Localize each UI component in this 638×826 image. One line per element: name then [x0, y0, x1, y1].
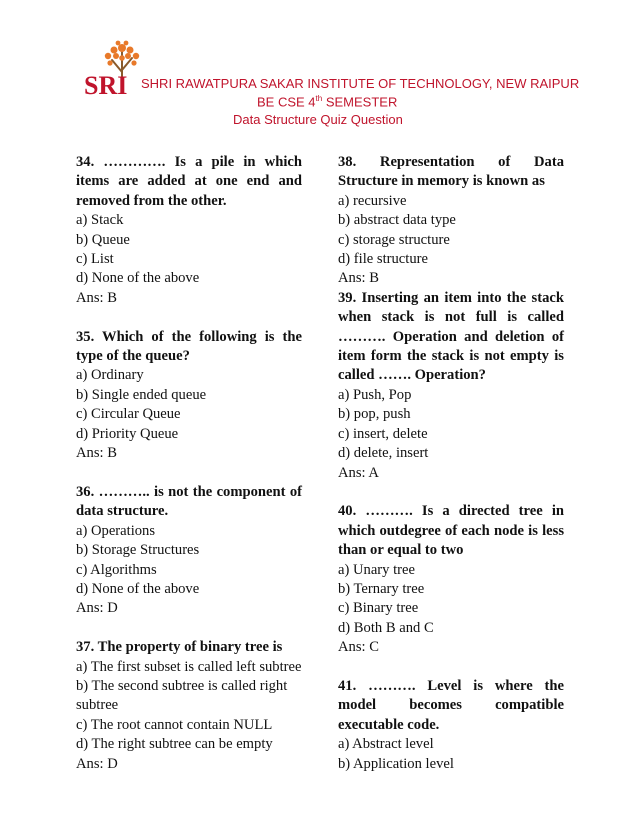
option-c: c) List	[76, 251, 114, 268]
option-b: b) pop, push	[338, 406, 411, 423]
option-d: d) delete, insert	[338, 445, 429, 462]
option-d: d) file structure	[338, 251, 428, 268]
option-b: b) The second subtree is called right subtree	[76, 677, 288, 714]
question-text: 41. ………. Level is where the model becomes compatible executable code.	[338, 677, 564, 733]
question-text: 36. ……….. is not the component of data structure.	[76, 483, 302, 520]
option-a: a) Ordinary	[76, 367, 144, 384]
institute-name: SHRI RAWATPURA SAKAR INSTITUTE OF TECHNOLOGY, NEW RAIPUR	[141, 76, 580, 91]
option-d: d) Both B and C	[338, 619, 434, 636]
option-c: c) storage structure	[338, 231, 450, 248]
option-b: b) Single ended queue	[76, 386, 207, 403]
question-41	[338, 677, 564, 774]
option-c: c) The root cannot contain NULL	[76, 716, 273, 733]
question-text: 38. Representation of Data Structure in memory is known as	[338, 154, 564, 190]
option-a: a) Push, Pop	[338, 386, 412, 403]
answer: Ans: C	[338, 639, 379, 656]
option-d: d) None of the above	[76, 580, 200, 597]
option-a: a) Unary tree	[338, 561, 415, 578]
option-a: a) The first subset is called left subtree	[76, 658, 302, 675]
answer: Ans: A	[338, 464, 379, 481]
option-c: c) Circular Queue	[76, 406, 181, 423]
option-b: b) Storage Structures	[76, 542, 200, 559]
question-text: 40. ………. Is a directed tree in which outdegree of each node is less than or equal to two	[338, 503, 564, 559]
option-a: a) Abstract level	[338, 736, 434, 753]
option-b: b) Application level	[338, 755, 454, 772]
option-c: c) Algorithms	[76, 561, 157, 578]
answer: Ans: B	[76, 445, 117, 462]
option-a: a) Operations	[76, 522, 156, 539]
question-35	[76, 328, 302, 464]
option-b: b) Ternary tree	[338, 580, 425, 597]
right-column	[338, 153, 564, 793]
page-header	[0, 0, 638, 135]
option-b: b) Queue	[76, 231, 130, 248]
option-a: a) Stack	[76, 212, 124, 229]
question-40	[338, 502, 564, 657]
answer: Ans: B	[76, 289, 117, 306]
question-text: 34. …………. Is a pile in which items are added at one end and removed from the other.	[76, 154, 302, 209]
question-39	[338, 289, 564, 483]
option-b: b) abstract data type	[338, 212, 456, 229]
question-37	[76, 638, 302, 774]
course-line: BE CSE 4th SEMESTER	[257, 94, 398, 110]
question-38	[338, 153, 564, 289]
answer: Ans: D	[76, 755, 118, 772]
question-text: 35. Which of the following is the type of the queue?	[76, 328, 302, 365]
option-c: c) insert, delete	[338, 425, 428, 442]
question-text: 37. The property of binary tree is	[76, 639, 283, 656]
left-column	[76, 153, 302, 793]
option-d: d) Priority Queue	[76, 425, 179, 442]
option-c: c) Binary tree	[338, 600, 419, 617]
question-text: 39. Inserting an item into the stack when stack is not full is called ………. Operation and deletion of item form the stack is not empty is called ……. Operation?	[338, 289, 564, 384]
answer: Ans: D	[76, 600, 118, 617]
question-34	[76, 153, 302, 308]
option-d: d) None of the above	[76, 270, 200, 287]
svg-text:SRI: SRI	[84, 71, 128, 98]
quiz-subtitle: Data Structure Quiz Question	[233, 112, 403, 127]
option-a: a) recursive	[338, 192, 407, 209]
question-36	[76, 483, 302, 619]
answer: Ans: B	[338, 270, 379, 287]
option-d: d) The right subtree can be empty	[76, 736, 273, 753]
